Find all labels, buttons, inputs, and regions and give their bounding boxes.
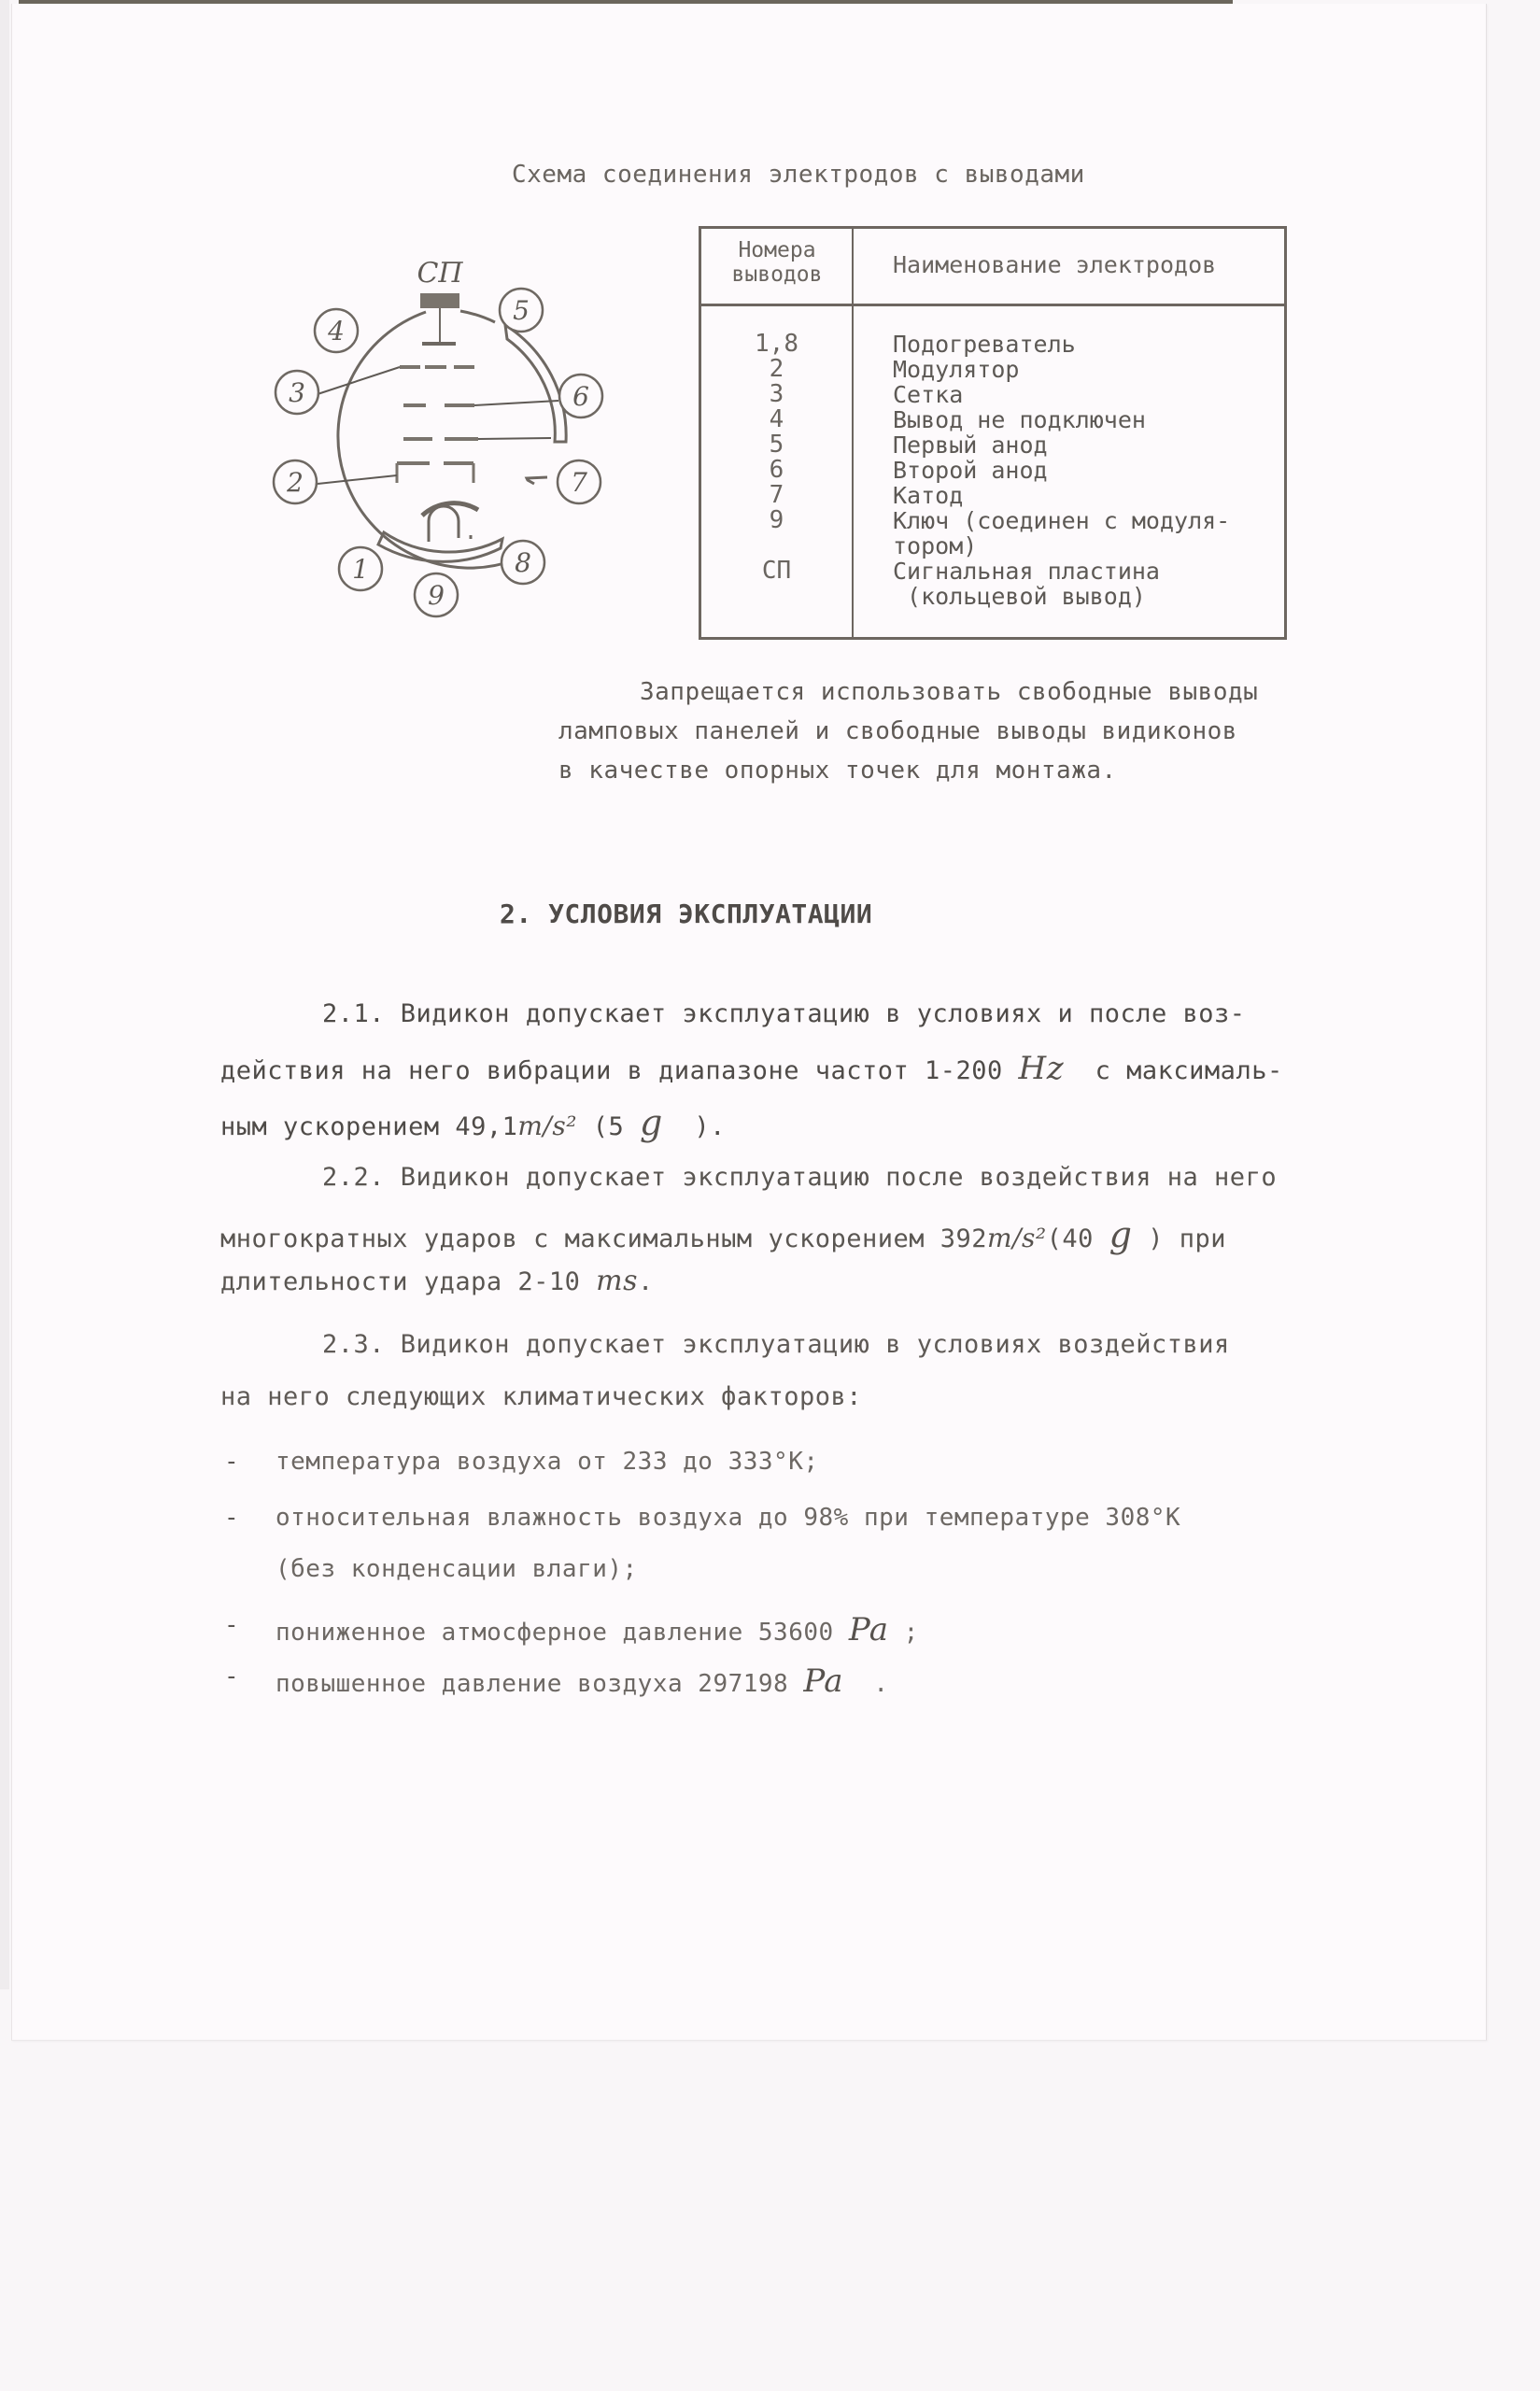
p22-line-2-tail: ) при	[1148, 1224, 1227, 1253]
list-item-tail: ;	[903, 1619, 919, 1647]
list-item-continuation: (без конденсации влаги);	[276, 1555, 638, 1583]
list-item-tail: .	[873, 1670, 889, 1698]
unit-g: g	[1109, 1214, 1133, 1255]
list-item-text: повышенное давление воздуха 297198	[276, 1670, 789, 1698]
p21-line-3	[220, 1102, 726, 1143]
table-cell-pin: 2	[769, 355, 784, 383]
p22-line-3	[220, 1265, 654, 1297]
table-cell-name: Подогреватель	[893, 331, 1076, 358]
unit-hz: Hz	[1018, 1050, 1065, 1087]
p21-line-3-paren: (5	[592, 1112, 625, 1141]
warning-line-1: Запрещается использовать свободные выводы	[640, 678, 1259, 706]
ring-electrode	[505, 325, 566, 442]
section-heading: 2. УСЛОВИЯ ЭКСПЛУАТАЦИИ	[500, 898, 873, 929]
list-bullet: -	[224, 1448, 239, 1476]
pin-column	[701, 332, 852, 609]
list-item	[276, 1662, 888, 1700]
pin-label-9: 9	[428, 580, 445, 611]
table-cell-pin: 5	[769, 431, 784, 459]
list-item	[276, 1611, 919, 1648]
table-cell-pin: 1,8	[755, 330, 798, 358]
p22-line-1: 2.2. Видикон допускает эксплуатацию после воздействия на него	[322, 1163, 1278, 1192]
p21-line-3-text: ным ускорением 49,1	[220, 1112, 518, 1141]
header-electrode-names: Наименование электродов	[893, 251, 1217, 278]
backing-sheet-edge	[0, 0, 9, 1989]
table-header-divider	[701, 304, 1284, 306]
table-cell-pin: 4	[769, 405, 784, 433]
list-bullet: -	[224, 1504, 239, 1532]
p22-line-3-tail: .	[637, 1267, 654, 1296]
table-cell-name: Модулятор	[893, 356, 1020, 383]
unit-pa: Pa	[848, 1611, 889, 1648]
pin-label-8: 8	[515, 547, 531, 578]
p23-line-2: на него следующих климатических факторов:	[220, 1382, 862, 1411]
header-pin-numbers: Номера выводов	[731, 238, 823, 287]
p22-line-3-text: длительности удара 2-10	[220, 1267, 581, 1296]
unit-ms: ms	[596, 1265, 638, 1297]
name-column	[893, 332, 1285, 609]
p21-line-3-tail: ).	[694, 1112, 726, 1141]
pin-label-4: 4	[328, 316, 345, 347]
table-cell-name: Сетка	[893, 381, 964, 408]
cathode-segment	[527, 477, 547, 484]
table-cell-name: Второй анод	[893, 457, 1048, 484]
pin-label-6: 6	[572, 381, 589, 412]
pin-label-2: 2	[287, 467, 304, 498]
table-cell-pin	[701, 584, 852, 609]
envelope-arc-right	[460, 311, 495, 322]
page-top-edge	[19, 0, 1233, 4]
table-cell-pin: СП	[761, 557, 792, 585]
table-cell-name: Сигнальная пластина	[893, 558, 1160, 585]
pin-label-7: 7	[571, 467, 587, 498]
table-cell-name: тором)	[893, 532, 978, 559]
table-cell-name: Вывод не подключен	[893, 406, 1146, 433]
p21-line-2	[220, 1050, 1283, 1087]
list-item-text: пониженное атмосферное давление 53600	[276, 1619, 834, 1647]
table-cell-name: Первый анод	[893, 432, 1048, 459]
table-cell-pin: 9	[769, 506, 784, 534]
pin-table	[699, 226, 1287, 640]
table-divider	[852, 229, 854, 637]
p21-line-2-tail: с максималь-	[1095, 1056, 1283, 1085]
warning-line-2: ламповых панелей и свободные выводы видиконов	[558, 717, 1237, 745]
list-item: относительная влажность воздуха до 98% при температуре 308°К	[276, 1504, 1181, 1532]
p23-line-1: 2.3. Видикон допускает эксплуатацию в условиях воздействия	[322, 1330, 1230, 1359]
table-cell-pin	[701, 533, 852, 559]
list-bullet: -	[224, 1611, 239, 1639]
pin-label-3: 3	[289, 377, 305, 408]
p22-line-2-text: многократных ударов с максимальным ускорением 392	[220, 1224, 988, 1253]
p22-line-2	[220, 1214, 1226, 1255]
table-cell-pin: 3	[769, 380, 784, 408]
table-cell-name: Ключ (соединен с модуля-	[893, 507, 1231, 534]
table-cell-name: Катод	[893, 482, 964, 509]
unit-ms2: m/s²	[987, 1223, 1047, 1253]
unit-pa: Pa	[803, 1662, 843, 1700]
pin-label-5: 5	[513, 295, 530, 326]
p21-line-2-text: действия на него вибрации в диапазоне частот 1-200	[220, 1056, 1003, 1085]
p22-line-2-paren: (40	[1046, 1224, 1094, 1253]
key-notch	[429, 506, 459, 542]
list-item: температура воздуха от 233 до 333°К;	[276, 1448, 819, 1476]
unit-g: g	[639, 1102, 663, 1143]
unit-ms2: m/s²	[517, 1111, 577, 1141]
sp-label: СП	[417, 257, 463, 290]
p21-line-1: 2.1. Видикон допускает эксплуатацию в условиях и после воз-	[322, 999, 1246, 1028]
pin-label-1: 1	[352, 554, 369, 585]
table-cell-pin: 7	[769, 481, 784, 509]
warning-line-3: в качестве опорных точек для монтажа.	[558, 757, 1117, 785]
list-bullet: -	[224, 1662, 239, 1691]
signal-plate-block	[420, 293, 459, 308]
table-cell-pin: 6	[769, 456, 784, 484]
pinout-diagram	[243, 224, 635, 626]
table-cell-name: (кольцевой вывод)	[893, 583, 1146, 610]
scheme-title: Схема соединения электродов с выводами	[512, 161, 1085, 189]
